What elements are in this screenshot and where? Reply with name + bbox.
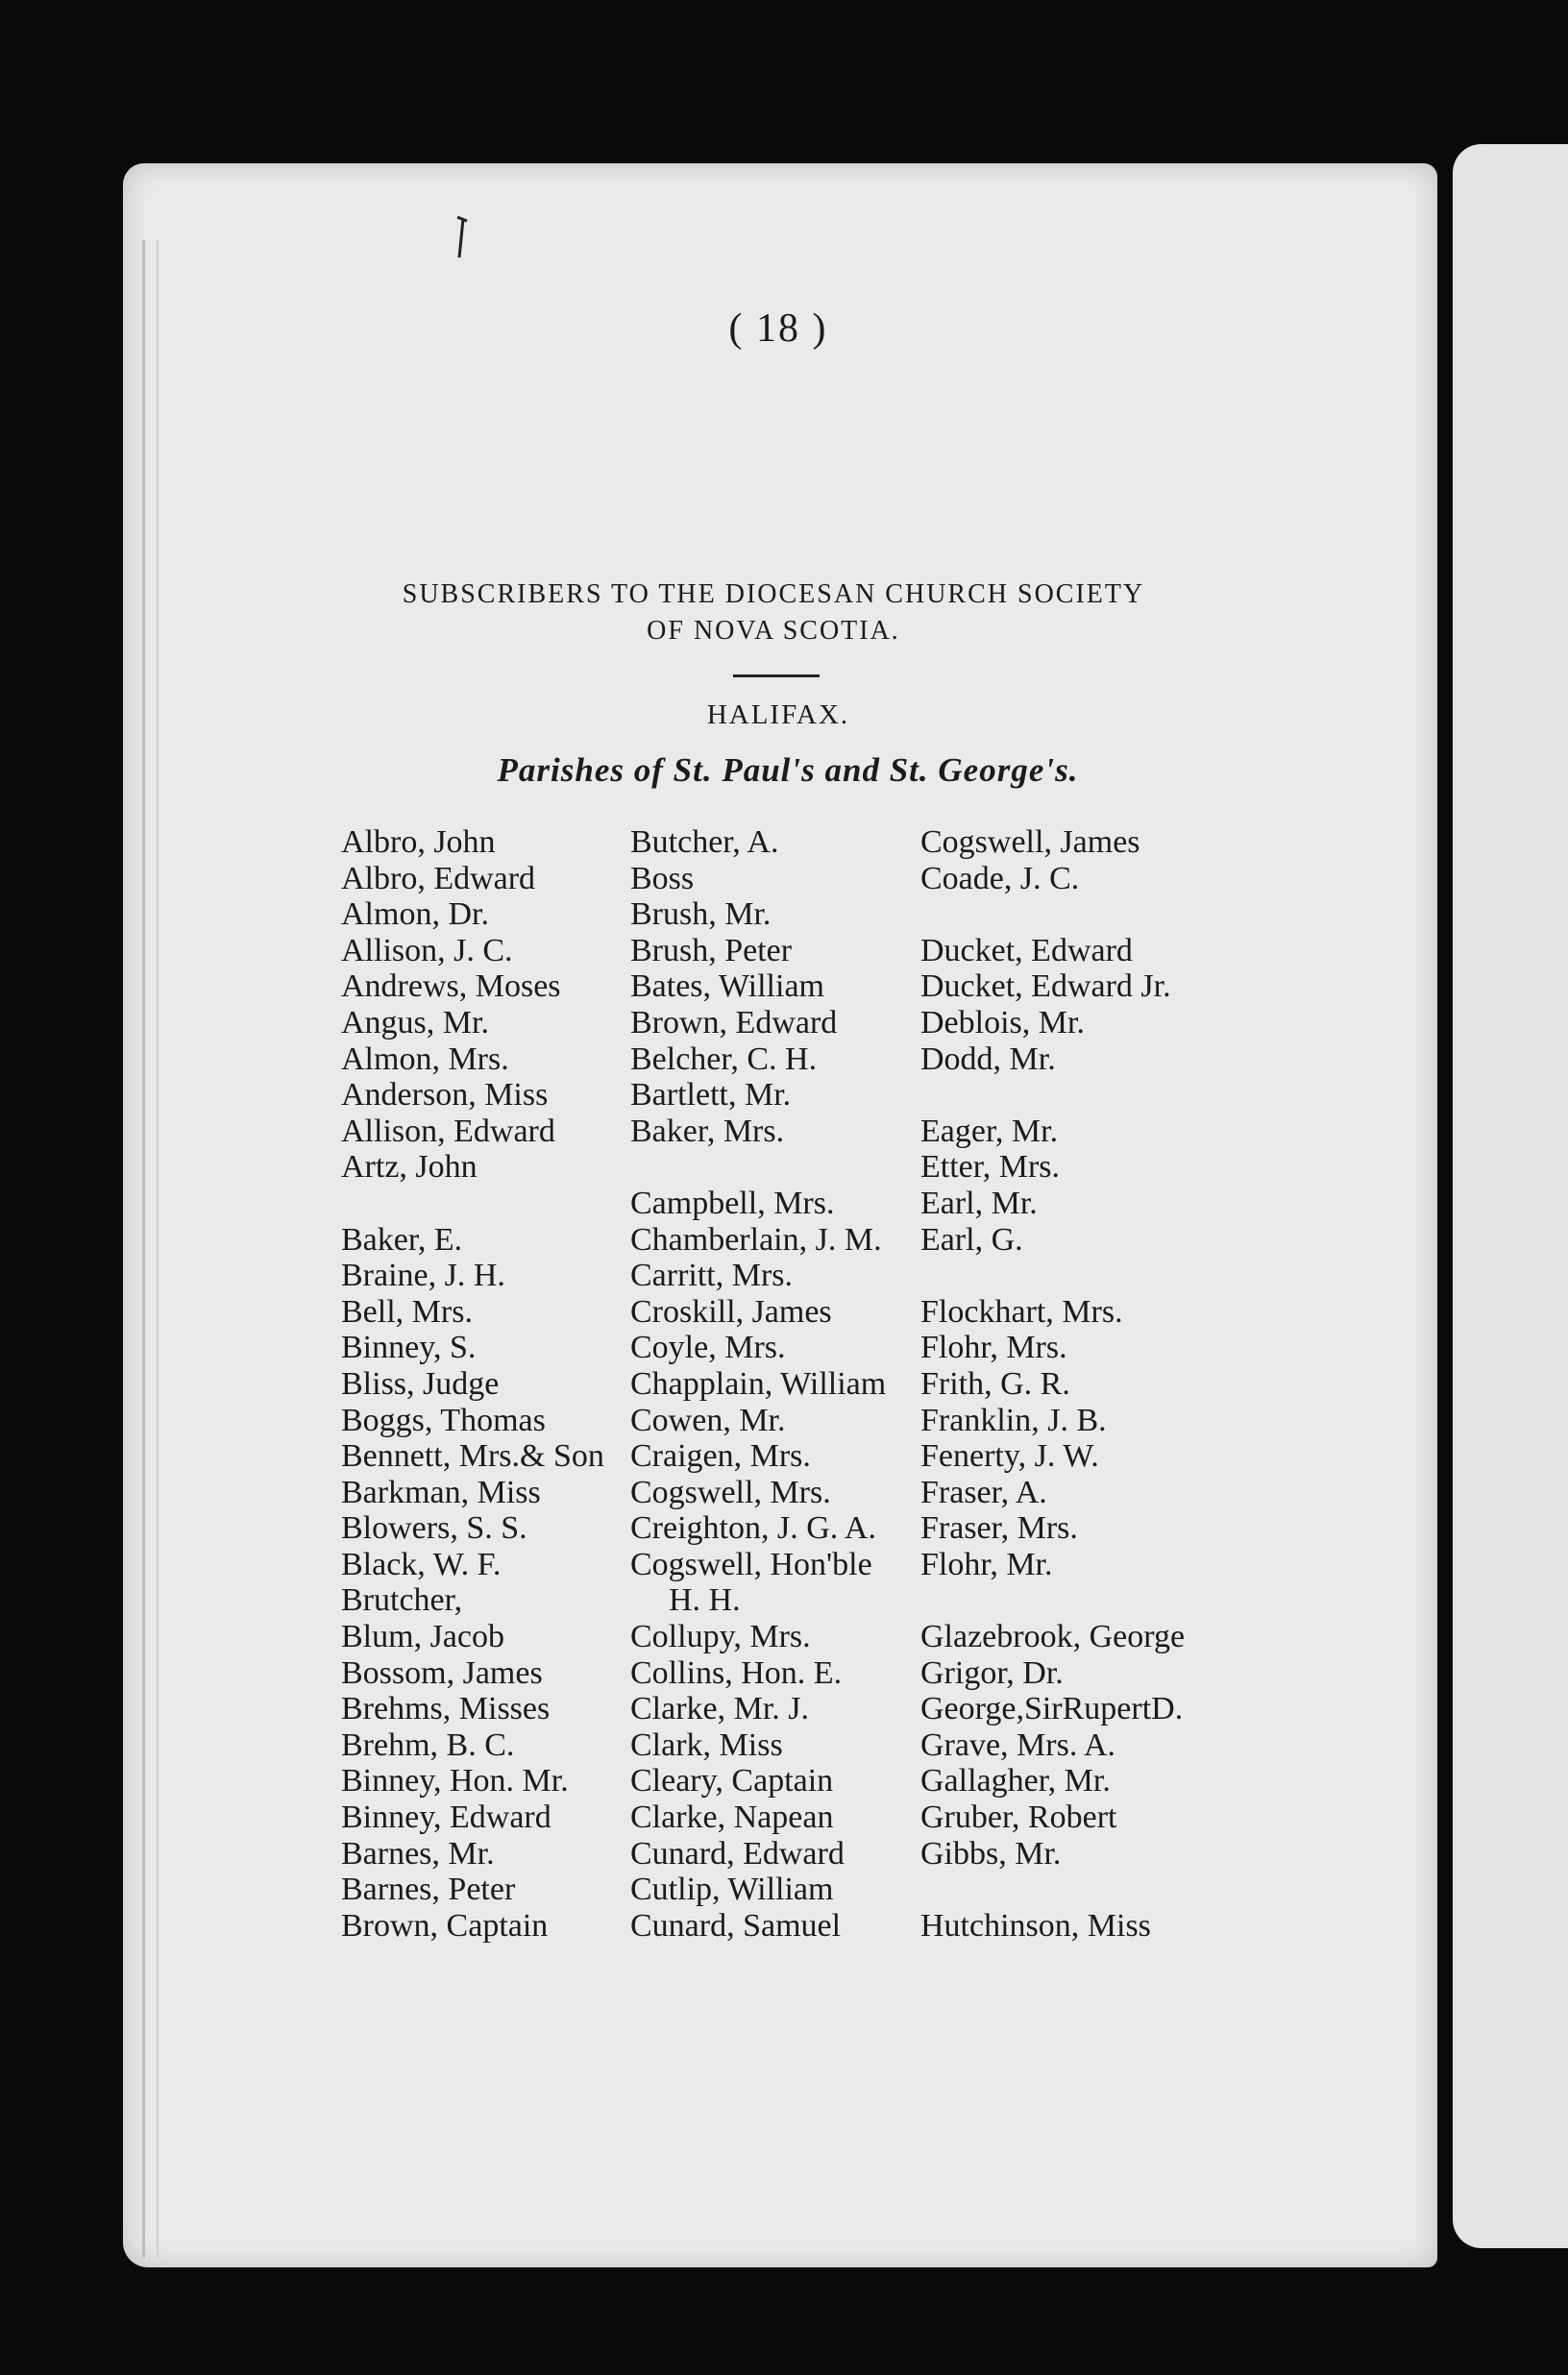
subscriber-name: Barnes, Mr. [341, 1835, 495, 1872]
subscriber-name: Bennett, Mrs.& Son [341, 1438, 604, 1475]
subscriber-name: Albro, John [341, 824, 496, 860]
subscriber-name: Creighton, J. G. A. [630, 1510, 876, 1547]
subscriber-name: Frith, G. R. [920, 1365, 1070, 1402]
title-line-2: OF NOVA SCOTIA. [647, 616, 900, 646]
subscriber-name: Bliss, Judge [341, 1365, 500, 1402]
subscriber-name: Cleary, Captain [630, 1763, 834, 1800]
subscriber-name: Coyle, Mrs. [630, 1330, 786, 1366]
subscriber-name: Gruber, Robert [920, 1800, 1117, 1836]
subscriber-name: Baker, Mrs. [630, 1113, 785, 1149]
subscriber-name: Gibbs, Mr. [920, 1835, 1062, 1872]
subscriber-name: Flohr, Mr. [920, 1546, 1053, 1582]
subscriber-name: Cowen, Mr. [630, 1402, 786, 1438]
subscriber-name: Fraser, Mrs. [920, 1510, 1078, 1547]
subscriber-name: Binney, S. [341, 1330, 477, 1366]
subscriber-name: Braine, J. H. [341, 1258, 505, 1294]
subscriber-name: Chamberlain, J. M. [630, 1221, 882, 1258]
subscriber-name: Binney, Edward [341, 1800, 551, 1836]
subscriber-name: Blum, Jacob [341, 1619, 504, 1655]
parish-heading: Parishes of St. Paul's and St. George's. [497, 751, 1079, 789]
subscriber-name: Flockhart, Mrs. [920, 1293, 1123, 1330]
subscriber-name: Allison, J. C. [341, 932, 513, 968]
subscriber-name: Earl, G. [920, 1221, 1023, 1258]
subscriber-name [920, 1258, 1185, 1294]
subscriber-name: Bell, Mrs. [341, 1293, 473, 1330]
subscriber-name: Grave, Mrs. A. [920, 1726, 1116, 1763]
page-title [317, 576, 1230, 649]
subscriber-name: Angus, Mr. [341, 1004, 489, 1041]
subscriber-name: Fenerty, J. W. [920, 1438, 1099, 1475]
subscriber-name: Deblois, Mr. [920, 1004, 1085, 1041]
subscriber-name: H. H. [669, 1582, 741, 1619]
subscriber-name: Brown, Captain [341, 1907, 549, 1944]
subscriber-name: Bates, William [630, 968, 824, 1005]
subscriber-name: Croskill, James [630, 1293, 832, 1330]
subscriber-name: Albro, Edward [341, 860, 536, 896]
subscriber-name: Eager, Mr. [920, 1113, 1059, 1149]
subscriber-name: Flohr, Mrs. [920, 1330, 1067, 1366]
subscriber-name: Barkman, Miss [341, 1474, 541, 1510]
subscriber-name: Craigen, Mrs. [630, 1438, 811, 1475]
subscriber-name: Cutlip, William [630, 1872, 834, 1908]
page-number: ( 18 ) [728, 306, 828, 351]
subscriber-name: Clark, Miss [630, 1726, 783, 1763]
subscriber-name: Brown, Edward [630, 1004, 838, 1041]
subscriber-name: Cogswell, Hon'ble [630, 1546, 872, 1582]
title-rule [733, 674, 820, 677]
subscriber-name: Earl, Mr. [920, 1185, 1038, 1221]
subscriber-name [341, 1186, 604, 1222]
subscriber-name: Bartlett, Mr. [630, 1077, 792, 1114]
subscriber-name: Bossom, James [341, 1654, 543, 1691]
subscriber-name: Grigor, Dr. [920, 1654, 1064, 1691]
subscriber-name: Glazebrook, George [920, 1619, 1186, 1655]
subscriber-name: Dodd, Mr. [920, 1041, 1056, 1077]
subscriber-column-3 [920, 824, 1185, 1944]
subscriber-name: Binney, Hon. Mr. [341, 1763, 569, 1800]
subscriber-name: Brehms, Misses [341, 1691, 551, 1727]
subscriber-name: Boggs, Thomas [341, 1402, 546, 1438]
subscriber-name: Ducket, Edward Jr. [920, 968, 1171, 1005]
subscriber-name: Andrews, Moses [341, 968, 561, 1005]
subscriber-name: Campbell, Mrs. [630, 1185, 835, 1221]
subscriber-name: Allison, Edward [341, 1113, 555, 1149]
subscriber-name: Brush, Mr. [630, 896, 772, 933]
subscriber-name: Gallagher, Mr. [920, 1763, 1111, 1800]
title-line-1: SUBSCRIBERS TO THE DIOCESAN CHURCH SOCIETY [402, 579, 1145, 609]
page-edge [142, 240, 159, 2258]
subscriber-name: Franklin, J. B. [920, 1402, 1107, 1438]
subscriber-name: Hutchinson, Miss [920, 1907, 1151, 1944]
pencil-mark-icon [452, 213, 471, 261]
subscriber-name: Etter, Mrs. [920, 1149, 1060, 1186]
subscriber-name: Carritt, Mrs. [630, 1258, 794, 1294]
subscriber-name: Baker, E. [341, 1221, 463, 1258]
subscriber-name [920, 1077, 1185, 1114]
subscriber-name: Cunard, Samuel [630, 1907, 842, 1944]
subscriber-name: Collupy, Mrs. [630, 1619, 811, 1655]
subscriber-name: Chapplain, William [630, 1365, 887, 1402]
subscriber-name: Boss [630, 860, 695, 896]
subscriber-name: Artz, John [341, 1149, 478, 1186]
subscriber-name: Brutcher, [341, 1582, 463, 1619]
subscriber-name: Almon, Mrs. [341, 1041, 509, 1077]
subscriber-name: Clarke, Napean [630, 1800, 834, 1836]
subscriber-column-1 [341, 824, 604, 1944]
subscriber-name: Brehm, B. C. [341, 1726, 515, 1763]
subscriber-name: Fraser, A. [920, 1474, 1047, 1510]
subscriber-name: Butcher, A. [630, 824, 779, 860]
city-heading: HALIFAX. [706, 699, 850, 730]
subscriber-name: Black, W. F. [341, 1546, 502, 1582]
subscriber-name [920, 1582, 1185, 1619]
subscriber-name [630, 1149, 886, 1186]
subscriber-name: Brush, Peter [630, 932, 793, 968]
subscriber-name: Anderson, Miss [341, 1077, 549, 1114]
subscriber-name: Blowers, S. S. [341, 1510, 527, 1547]
subscriber-name: Cogswell, James [920, 824, 1140, 860]
subscriber-name: Almon, Dr. [341, 896, 489, 933]
subscriber-name: George,SirRupertD. [920, 1691, 1184, 1727]
subscriber-column-2 [630, 824, 886, 1944]
subscriber-name: Cunard, Edward [630, 1835, 845, 1872]
subscriber-name [920, 1872, 1185, 1908]
subscriber-name: Clarke, Mr. J. [630, 1691, 810, 1727]
subscriber-name: Belcher, C. H. [630, 1041, 818, 1077]
subscriber-name: Barnes, Peter [341, 1872, 516, 1908]
subscriber-name [920, 896, 1185, 933]
subscriber-name: Collins, Hon. E. [630, 1654, 843, 1691]
subscriber-name: Coade, J. C. [920, 860, 1080, 896]
subscriber-name: Cogswell, Mrs. [630, 1474, 831, 1510]
adjacent-page [1453, 144, 1568, 2248]
subscriber-name: Ducket, Edward [920, 932, 1133, 968]
